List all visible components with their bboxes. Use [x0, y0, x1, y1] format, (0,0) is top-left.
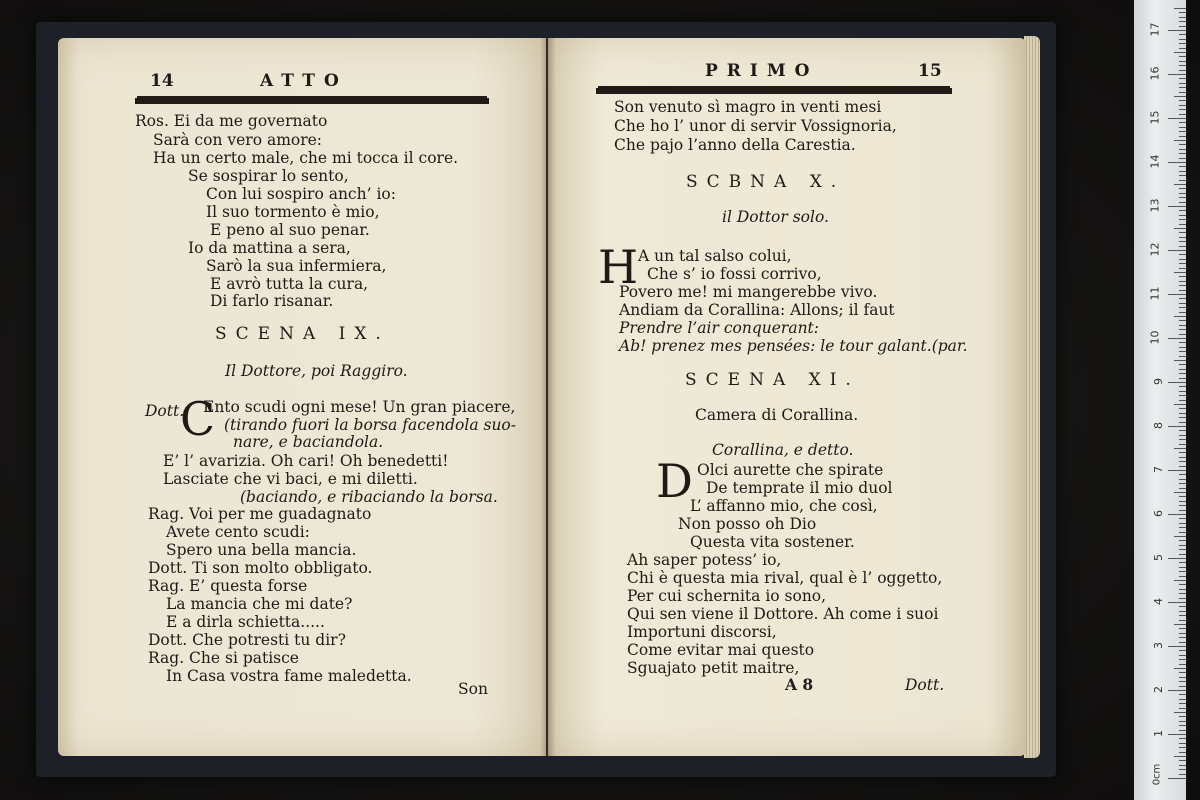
ruler-tick — [1168, 558, 1186, 559]
text-line: Povero me! mi mangerebbe vivo. — [619, 283, 878, 301]
ruler-tick — [1179, 540, 1186, 541]
ruler-tick — [1179, 303, 1186, 304]
text-line: nare, e baciandola. — [233, 433, 384, 451]
ruler-tick — [1179, 290, 1186, 291]
ruler-tick — [1179, 672, 1186, 673]
ruler-tick — [1179, 109, 1186, 110]
ruler-number: 14 — [1148, 154, 1162, 169]
ruler-number: 8 — [1152, 422, 1165, 429]
ruler-tick — [1179, 620, 1186, 621]
ruler-tick — [1179, 769, 1186, 770]
ruler-tick — [1179, 765, 1186, 766]
ruler-tick — [1179, 496, 1186, 497]
ruler-tick — [1179, 606, 1186, 607]
ruler-tick — [1179, 633, 1186, 634]
ruler-tick — [1179, 127, 1186, 128]
ruler-tick — [1168, 778, 1186, 779]
ruler-tick — [1179, 92, 1186, 93]
ruler-tick — [1179, 615, 1186, 616]
ruler-tick — [1179, 747, 1186, 748]
ruler-number: 10 — [1148, 330, 1162, 345]
signature-mark: A 8 — [785, 675, 814, 694]
ruler-tick — [1179, 408, 1186, 409]
ruler-tick — [1179, 83, 1186, 84]
ruler-tick — [1174, 140, 1186, 141]
ruler-tick — [1179, 703, 1186, 704]
ruler-tick — [1179, 716, 1186, 717]
ruler-tick — [1179, 730, 1186, 731]
ruler-tick — [1179, 400, 1186, 401]
ruler-tick — [1179, 369, 1186, 370]
ruler-tick — [1168, 426, 1186, 427]
ruler-tick — [1179, 501, 1186, 502]
ruler-tick — [1179, 642, 1186, 643]
ruler-tick — [1179, 567, 1186, 568]
ruler-tick — [1179, 329, 1186, 330]
ruler-tick — [1174, 316, 1186, 317]
ruler-tick — [1179, 708, 1186, 709]
ruler-tick — [1179, 637, 1186, 638]
scene-xi-dropcap: D — [656, 454, 693, 508]
ruler-tick — [1179, 593, 1186, 594]
text-line: E avrò tutta la cura, — [210, 275, 369, 293]
ruler-tick — [1179, 584, 1186, 585]
ruler-tick — [1168, 30, 1186, 31]
text-line: Dott. Che potresti tu dir? — [148, 631, 346, 649]
ruler-tick — [1168, 206, 1186, 207]
text-line: Ha un certo male, che mi tocca il core. — [153, 149, 459, 167]
ruler-tick — [1179, 131, 1186, 132]
ruler-tick — [1168, 690, 1186, 691]
ruler-tick — [1179, 144, 1186, 145]
text-line: E peno al suo penar. — [210, 221, 370, 239]
ruler-number: 3 — [1152, 642, 1165, 649]
left-scene-subtitle: Il Dottore, poi Raggiro. — [225, 362, 408, 380]
ruler-tick — [1179, 356, 1186, 357]
ruler-tick — [1179, 378, 1186, 379]
ruler-tick — [1179, 659, 1186, 660]
ruler-tick — [1174, 96, 1186, 97]
ruler-tick — [1179, 78, 1186, 79]
ruler-tick — [1179, 576, 1186, 577]
ruler-number: 17 — [1148, 22, 1162, 37]
ruler-tick — [1174, 668, 1186, 669]
ruler-tick — [1179, 320, 1186, 321]
scene-x-heading: SCBNA X. — [686, 172, 846, 192]
ruler-tick — [1179, 373, 1186, 374]
ruler-number: 16 — [1148, 66, 1162, 81]
text-line: Che ho l’ unor di servir Vossignoria, — [614, 117, 897, 135]
ruler-tick — [1168, 470, 1186, 471]
text-line: Rag. Che si patisce — [148, 649, 299, 667]
ruler-tick — [1179, 589, 1186, 590]
ruler-tick — [1179, 298, 1186, 299]
text-line: (tirando fuori la borsa facendola suo- — [224, 416, 517, 434]
text-line: Ab! prenez mes pensées: le tour galant.(par. — [619, 337, 968, 355]
left-folio: 14 — [150, 71, 174, 91]
text-line: Sarò la sua infermiera, — [206, 257, 387, 275]
ruler-tick — [1179, 466, 1186, 467]
text-line: Andiam da Corallina: Allons; il faut — [619, 301, 895, 319]
ruler-tick — [1179, 554, 1186, 555]
ruler-tick — [1179, 158, 1186, 159]
ruler-tick — [1168, 74, 1186, 75]
text-line: (baciando, e ribaciando la borsa. — [240, 488, 498, 506]
ruler-tick — [1168, 734, 1186, 735]
ruler-tick — [1174, 536, 1186, 537]
ruler-number: 9 — [1152, 378, 1165, 385]
ruler-tick — [1179, 166, 1186, 167]
ruler-tick — [1168, 338, 1186, 339]
ruler-tick — [1174, 448, 1186, 449]
ruler-tick — [1179, 43, 1186, 44]
ruler-tick — [1179, 281, 1186, 282]
ruler-tick — [1179, 738, 1186, 739]
right-header-rule — [596, 88, 952, 94]
text-line: Son venuto sì magro in venti mesi — [614, 98, 882, 116]
text-line: Ento scudi ogni mese! Un gran piacere, — [203, 398, 516, 416]
ruler-tick — [1179, 457, 1186, 458]
ruler-tick — [1179, 364, 1186, 365]
ruler-tick — [1174, 756, 1186, 757]
ruler-tick — [1179, 774, 1186, 775]
ruler-tick — [1179, 430, 1186, 431]
ruler-tick — [1174, 360, 1186, 361]
text-line: De temprate il mio duol — [706, 479, 893, 497]
ruler-tick — [1179, 224, 1186, 225]
ruler-tick — [1174, 228, 1186, 229]
ruler-tick — [1179, 510, 1186, 511]
ruler-tick — [1174, 624, 1186, 625]
ruler-tick — [1179, 461, 1186, 462]
ruler-tick — [1179, 175, 1186, 176]
ruler-tick — [1179, 65, 1186, 66]
ruler-tick — [1179, 219, 1186, 220]
ruler-tick — [1168, 250, 1186, 251]
ruler-tick — [1179, 180, 1186, 181]
ruler-tick — [1179, 664, 1186, 665]
ruler-tick — [1179, 527, 1186, 528]
ruler-tick — [1179, 686, 1186, 687]
ruler-tick — [1179, 153, 1186, 154]
text-line: Olci aurette che spirate — [697, 461, 884, 479]
ruler-tick — [1179, 532, 1186, 533]
text-line: Questa vita sostener. — [690, 533, 855, 551]
text-line: Il suo tormento è mio, — [206, 203, 380, 221]
ruler-number: 2 — [1152, 686, 1165, 693]
ruler-tick — [1179, 325, 1186, 326]
ruler-tick — [1179, 149, 1186, 150]
text-line: Chi è questa mia rival, qual è l’ oggetto, — [627, 569, 943, 587]
scene-x-dropcap: H — [598, 240, 639, 294]
speaker-label: Dott. — [145, 402, 185, 420]
scene-xi-heading: SCENA XI. — [685, 370, 860, 390]
ruler-tick — [1179, 285, 1186, 286]
ruler-tick — [1179, 136, 1186, 137]
ruler-tick — [1179, 193, 1186, 194]
ruler-tick — [1174, 580, 1186, 581]
ruler-tick — [1179, 171, 1186, 172]
ruler-tick — [1179, 571, 1186, 572]
right-running-head: PRIMO — [705, 61, 819, 81]
ruler-tick — [1179, 276, 1186, 277]
scene-x-subtitle: il Dottor solo. — [722, 208, 829, 226]
ruler-tick — [1179, 70, 1186, 71]
text-line: Lasciate che vi baci, e mi diletti. — [163, 470, 418, 488]
ruler-tick — [1179, 752, 1186, 753]
ruler-tick — [1179, 241, 1186, 242]
ruler-tick — [1179, 34, 1186, 35]
left-dropcap: C — [180, 392, 216, 446]
text-line: Avete cento scudi: — [166, 523, 310, 541]
text-line: In Casa vostra fame maledetta. — [166, 667, 412, 685]
text-line: Ah saper potess’ io, — [627, 551, 782, 569]
ruler-number: 15 — [1148, 110, 1162, 125]
ruler-tick — [1179, 395, 1186, 396]
text-line: Con lui sospiro anch’ io: — [206, 185, 396, 203]
ruler-tick — [1174, 184, 1186, 185]
ruler-tick — [1179, 677, 1186, 678]
ruler-tick — [1179, 488, 1186, 489]
text-line: Come evitar mai questo — [627, 641, 815, 659]
ruler-tick — [1168, 514, 1186, 515]
left-catchword: Son — [458, 680, 488, 698]
left-header-rule — [135, 98, 489, 104]
ruler-tick — [1179, 122, 1186, 123]
ruler-tick — [1179, 628, 1186, 629]
ruler-tick — [1179, 549, 1186, 550]
ruler-tick — [1179, 518, 1186, 519]
text-line: Ros. Ei da me governato — [135, 112, 328, 130]
ruler-tick — [1179, 17, 1186, 18]
ruler-tick — [1179, 215, 1186, 216]
text-line: Che s’ io fossi corrivo, — [647, 265, 822, 283]
ruler-tick — [1168, 646, 1186, 647]
ruler-number: 12 — [1148, 242, 1162, 257]
ruler-tick — [1179, 237, 1186, 238]
ruler-tick — [1179, 312, 1186, 313]
ruler-tick — [1179, 562, 1186, 563]
ruler-tick — [1179, 417, 1186, 418]
ruler-tick — [1179, 699, 1186, 700]
ruler-tick — [1179, 246, 1186, 247]
ruler-tick — [1168, 382, 1186, 383]
ruler-unit-label: 0cm — [1151, 763, 1163, 786]
ruler-tick — [1179, 21, 1186, 22]
ruler-tick — [1168, 602, 1186, 603]
ruler-tick — [1174, 712, 1186, 713]
ruler-tick — [1179, 347, 1186, 348]
ruler-tick — [1179, 87, 1186, 88]
text-line: Sarà con vero amore: — [153, 131, 323, 149]
scene-xi-subtitle: Corallina, e detto. — [712, 441, 854, 459]
text-line: Sguajato petit maitre, — [627, 659, 800, 677]
text-line: Io da mattina a sera, — [188, 239, 351, 257]
ruler-tick — [1179, 545, 1186, 546]
ruler-tick — [1179, 386, 1186, 387]
text-line: Che pajo l’anno della Carestia. — [614, 136, 856, 154]
ruler-tick — [1179, 743, 1186, 744]
ruler-number: 7 — [1152, 466, 1165, 473]
ruler-tick — [1179, 307, 1186, 308]
ruler-tick — [1179, 422, 1186, 423]
ruler-tick — [1179, 334, 1186, 335]
text-line: Spero una bella mancia. — [166, 541, 357, 559]
text-line: Non posso oh Dio — [678, 515, 817, 533]
ruler-tick — [1179, 254, 1186, 255]
measuring-ruler — [1134, 0, 1186, 800]
ruler-tick — [1179, 435, 1186, 436]
ruler-tick — [1174, 272, 1186, 273]
text-line: Importuni discorsi, — [627, 623, 777, 641]
ruler-tick — [1179, 655, 1186, 656]
ruler-tick — [1179, 61, 1186, 62]
text-line: Se sospirar lo sento, — [188, 167, 349, 185]
ruler-number: 11 — [1148, 286, 1162, 301]
ruler-tick — [1179, 114, 1186, 115]
ruler-tick — [1168, 118, 1186, 119]
ruler-tick — [1179, 413, 1186, 414]
text-line: La mancia che mi date? — [166, 595, 353, 613]
ruler-tick — [1179, 12, 1186, 13]
text-line: A un tal salso colui, — [638, 247, 792, 265]
book-gutter — [540, 38, 556, 756]
ruler-tick — [1179, 681, 1186, 682]
ruler-tick — [1179, 694, 1186, 695]
ruler-tick — [1179, 439, 1186, 440]
ruler-tick — [1174, 404, 1186, 405]
ruler-tick — [1179, 259, 1186, 260]
ruler-tick — [1179, 721, 1186, 722]
text-line: Per cui schernita io sono, — [627, 587, 827, 605]
ruler-tick — [1179, 342, 1186, 343]
text-line: L’ affanno mio, che così, — [690, 497, 878, 515]
ruler-tick — [1179, 202, 1186, 203]
ruler-tick — [1179, 452, 1186, 453]
ruler-tick — [1168, 162, 1186, 163]
ruler-tick — [1179, 391, 1186, 392]
right-catchword: Dott. — [905, 676, 945, 694]
ruler-number: 4 — [1152, 598, 1165, 605]
ruler-tick — [1179, 351, 1186, 352]
left-running-head: ATTO — [260, 71, 348, 91]
ruler-tick — [1179, 611, 1186, 612]
left-scene-heading: SCENA IX. — [215, 324, 390, 344]
ruler-tick — [1179, 197, 1186, 198]
ruler-tick — [1179, 105, 1186, 106]
ruler-tick — [1179, 263, 1186, 264]
ruler-tick — [1179, 598, 1186, 599]
ruler-tick — [1168, 294, 1186, 295]
page-stack-edge — [1024, 36, 1040, 758]
ruler-tick — [1179, 210, 1186, 211]
ruler-number: 6 — [1152, 510, 1165, 517]
text-line: Rag. Voi per me guadagnato — [148, 505, 372, 523]
ruler-tick — [1179, 268, 1186, 269]
right-folio: 15 — [918, 61, 942, 81]
ruler-tick — [1179, 39, 1186, 40]
ruler-tick — [1179, 725, 1186, 726]
ruler-tick — [1179, 100, 1186, 101]
scene-xi-setting: Camera di Corallina. — [695, 406, 859, 424]
ruler-tick — [1179, 56, 1186, 57]
ruler-tick — [1179, 479, 1186, 480]
ruler-number: 13 — [1148, 198, 1162, 213]
ruler-number: 1 — [1152, 730, 1165, 737]
ruler-tick — [1179, 188, 1186, 189]
text-line: E’ l’ avarizia. Oh cari! Oh benedetti! — [163, 452, 449, 470]
ruler-tick — [1179, 444, 1186, 445]
text-line: Dott. Ti son molto obbligato. — [148, 559, 373, 577]
text-line: E a dirla schietta..... — [166, 613, 325, 631]
ruler-tick — [1179, 505, 1186, 506]
ruler-tick — [1179, 48, 1186, 49]
text-line: Prendre l’air conquerant: — [619, 319, 820, 337]
ruler-tick — [1179, 232, 1186, 233]
ruler-tick — [1179, 650, 1186, 651]
ruler-tick — [1179, 760, 1186, 761]
ruler-tick — [1179, 523, 1186, 524]
ruler-tick — [1179, 474, 1186, 475]
ruler-tick — [1179, 26, 1186, 27]
text-line: Qui sen viene il Dottore. Ah come i suoi — [627, 605, 939, 623]
text-line: Di farlo risanar. — [210, 292, 334, 310]
text-line: Rag. E’ questa forse — [148, 577, 308, 595]
ruler-tick — [1174, 8, 1186, 9]
ruler-tick — [1174, 52, 1186, 53]
ruler-number: 5 — [1152, 554, 1165, 561]
ruler-tick — [1179, 483, 1186, 484]
ruler-tick — [1174, 492, 1186, 493]
